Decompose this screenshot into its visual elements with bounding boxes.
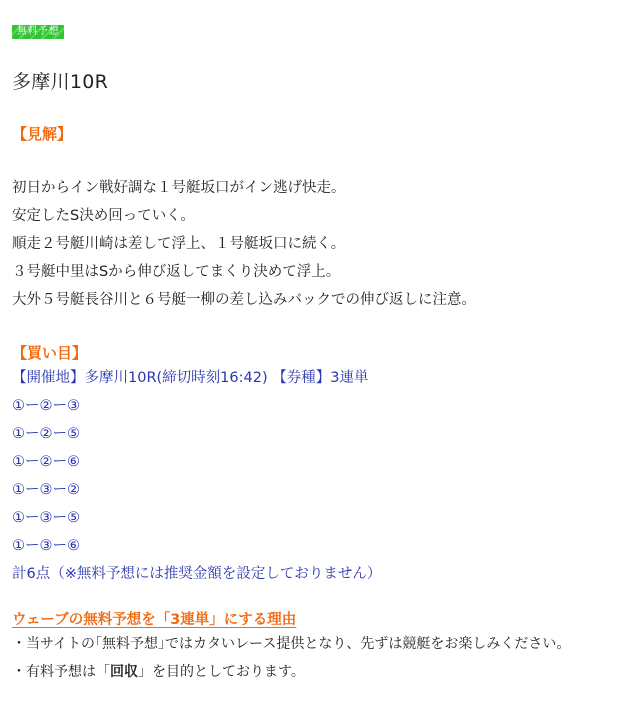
- comment-line: 順走２号艇川崎は差して浮上、１号艇坂口に続く。: [12, 236, 346, 252]
- comment-list: [12, 174, 476, 314]
- comment-line: 初日からイン戦好調な１号艇坂口がイン逃げ快走。: [12, 180, 346, 196]
- comment-line: 安定したS決め回っていく。: [12, 208, 195, 224]
- note-suffix: 」を目的としております。: [138, 664, 305, 680]
- combo-item: ①ー②ー⑤: [12, 426, 80, 442]
- buy-list: [12, 364, 381, 588]
- combo-item: ①ー③ー②: [12, 482, 80, 498]
- note-line: [12, 658, 570, 686]
- buy-heading: 【買い目】: [12, 344, 88, 362]
- free-prediction-badge: 無料予想: [12, 25, 64, 39]
- combo-item: ①ー②ー③: [12, 398, 80, 414]
- venue-line: 【開催地】多摩川10R(締切時刻16:42) 【券種】3連単: [12, 370, 369, 386]
- note-emphasis: 回収: [110, 664, 138, 680]
- total-line: 計6点（※無料予想には推奨金額を設定しておりません）: [12, 566, 382, 582]
- comment-line: 大外５号艇長谷川と６号艇一柳の差し込みバックでの伸び返しに注意。: [12, 292, 476, 308]
- page-title: 多摩川10R: [12, 71, 109, 93]
- note-line: ・当サイトの｢無料予想｣ではカタいレース提供となり、先ずは競艇をお楽しみください。: [12, 636, 571, 652]
- combo-item: ①ー③ー⑥: [12, 538, 80, 554]
- combo-item: ①ー③ー⑤: [12, 510, 80, 526]
- reason-heading: ウェーブの無料予想を「3連単」にする理由: [12, 612, 297, 628]
- comment-heading: 【見解】: [12, 125, 73, 143]
- notes-list: [12, 630, 570, 686]
- note-prefix: ・有料予想は「: [12, 664, 110, 680]
- comment-line: ３号艇中里はSから伸び返してまくり決めて浮上。: [12, 264, 341, 280]
- combo-item: ①ー②ー⑥: [12, 454, 80, 470]
